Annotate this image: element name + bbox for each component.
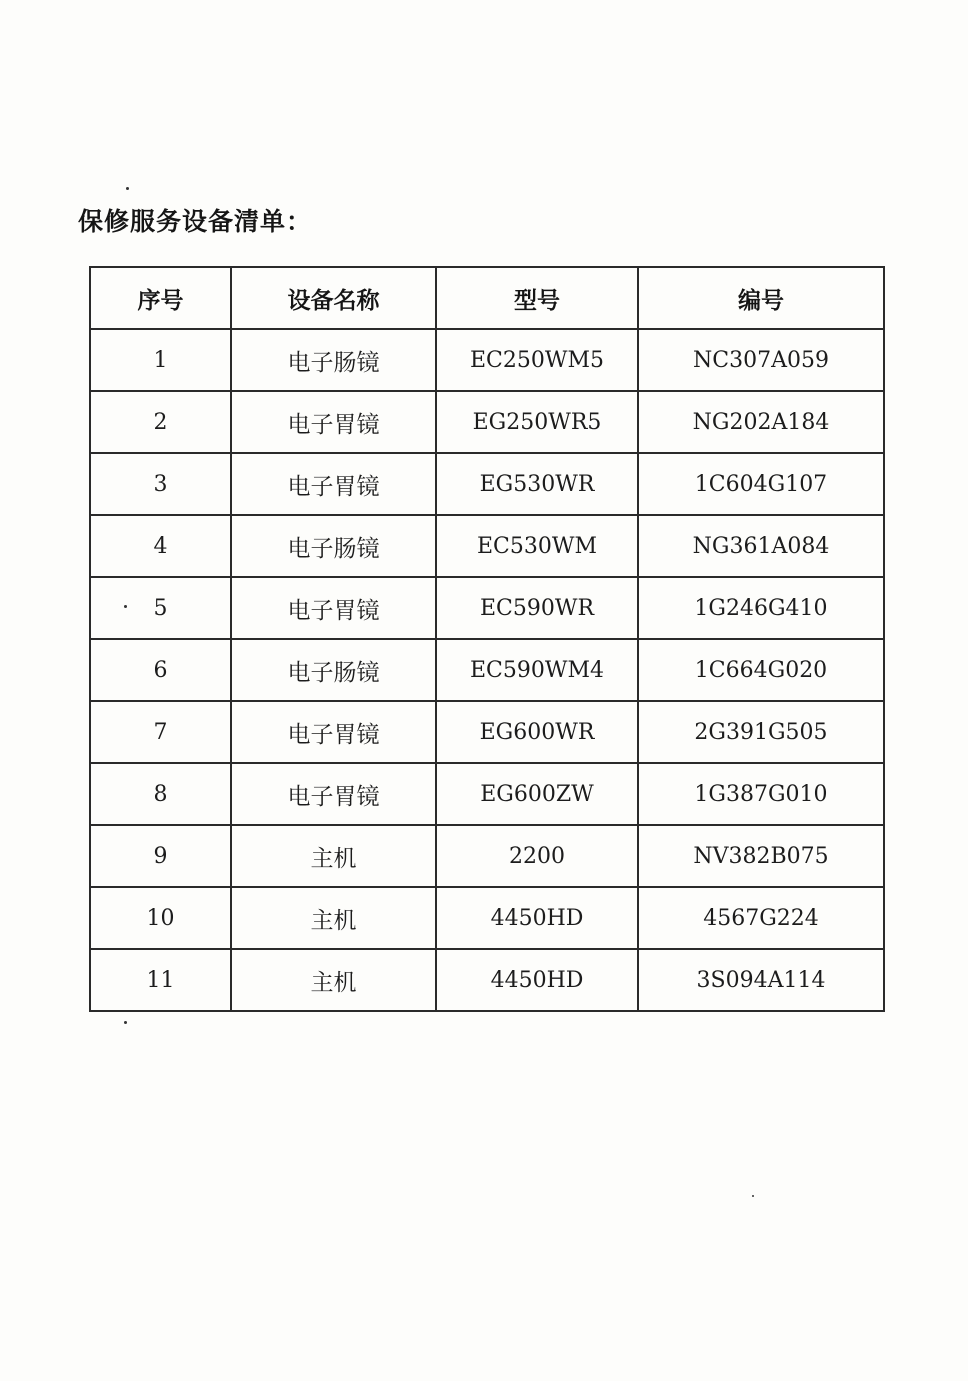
header-model: 型号 xyxy=(436,267,638,329)
cell-serial: 1G387G010 xyxy=(638,763,884,825)
table-row xyxy=(90,639,884,701)
table-row xyxy=(90,763,884,825)
cell-model: 4450HD xyxy=(436,887,638,949)
cell-model: 4450HD xyxy=(436,949,638,1011)
cell-serial: 1G246G410 xyxy=(638,577,884,639)
cell-name: 电子胃镜 xyxy=(231,763,436,825)
header-serial: 编号 xyxy=(638,267,884,329)
cell-no: 1 xyxy=(90,329,231,391)
cell-no: 6 xyxy=(90,639,231,701)
cell-name: 主机 xyxy=(231,825,436,887)
cell-serial: NG361A084 xyxy=(638,515,884,577)
table-row xyxy=(90,329,884,391)
cell-serial: 1C604G107 xyxy=(638,453,884,515)
cell-model: EC530WM xyxy=(436,515,638,577)
cell-name: 主机 xyxy=(231,887,436,949)
document-title: 保修服务设备清单： xyxy=(78,207,313,236)
scan-speck xyxy=(124,1021,127,1024)
cell-name: 电子胃镜 xyxy=(231,577,436,639)
scan-speck xyxy=(124,605,127,608)
cell-model: EC590WM4 xyxy=(436,639,638,701)
cell-model: EG600ZW xyxy=(436,763,638,825)
cell-no: 2 xyxy=(90,391,231,453)
cell-no: 10 xyxy=(90,887,231,949)
cell-model: EG600WR xyxy=(436,701,638,763)
cell-no: 11 xyxy=(90,949,231,1011)
cell-name: 电子肠镜 xyxy=(231,515,436,577)
cell-name: 电子胃镜 xyxy=(231,453,436,515)
scan-speck xyxy=(752,1195,754,1197)
header-name: 设备名称 xyxy=(231,267,436,329)
cell-name: 电子胃镜 xyxy=(231,391,436,453)
cell-no: 7 xyxy=(90,701,231,763)
cell-model: EC590WR xyxy=(436,577,638,639)
cell-model: EC250WM5 xyxy=(436,329,638,391)
cell-serial: 3S094A114 xyxy=(638,949,884,1011)
cell-serial: 2G391G505 xyxy=(638,701,884,763)
cell-serial: 1C664G020 xyxy=(638,639,884,701)
cell-model: EG530WR xyxy=(436,453,638,515)
equipment-table xyxy=(89,266,885,1012)
cell-name: 主机 xyxy=(231,949,436,1011)
cell-no: 4 xyxy=(90,515,231,577)
cell-no: 9 xyxy=(90,825,231,887)
cell-no: 3 xyxy=(90,453,231,515)
cell-name: 电子肠镜 xyxy=(231,639,436,701)
table-row xyxy=(90,949,884,1011)
scan-speck xyxy=(126,187,129,190)
cell-model: 2200 xyxy=(436,825,638,887)
table-row xyxy=(90,825,884,887)
cell-serial: 4567G224 xyxy=(638,887,884,949)
cell-serial: NV382B075 xyxy=(638,825,884,887)
table-row xyxy=(90,577,884,639)
table-row xyxy=(90,887,884,949)
cell-no: 8 xyxy=(90,763,231,825)
table-header-row xyxy=(90,267,884,329)
table-row xyxy=(90,701,884,763)
cell-model: EG250WR5 xyxy=(436,391,638,453)
table-row xyxy=(90,391,884,453)
cell-no: 5 xyxy=(90,577,231,639)
cell-serial: NG202A184 xyxy=(638,391,884,453)
header-no: 序号 xyxy=(90,267,231,329)
cell-name: 电子胃镜 xyxy=(231,701,436,763)
table-row xyxy=(90,515,884,577)
table-row xyxy=(90,453,884,515)
cell-name: 电子肠镜 xyxy=(231,329,436,391)
cell-serial: NC307A059 xyxy=(638,329,884,391)
